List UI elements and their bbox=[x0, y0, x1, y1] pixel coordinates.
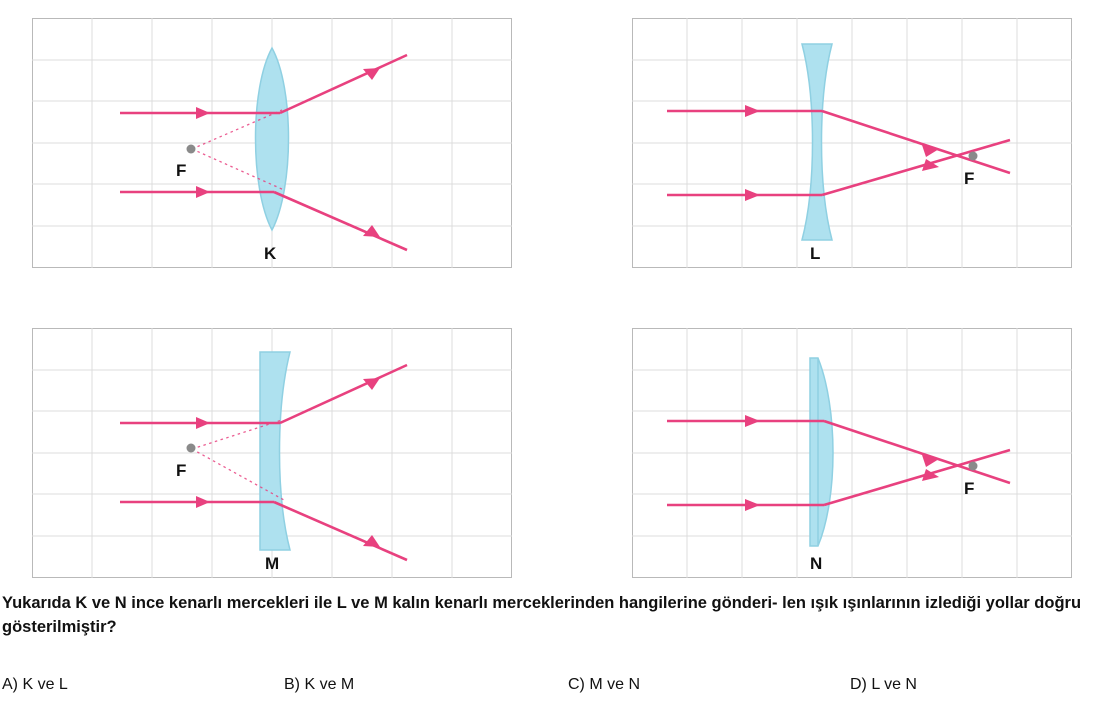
option-a[interactable]: A) K ve L bbox=[2, 676, 68, 693]
diagram-lens-k bbox=[32, 18, 512, 273]
option-c[interactable]: C) M ve N bbox=[568, 676, 640, 693]
focal-point-n bbox=[969, 462, 978, 471]
focal-label-m: F bbox=[176, 461, 187, 480]
option-b[interactable]: B) K ve M bbox=[284, 676, 355, 693]
diagram-lens-l bbox=[632, 18, 1072, 273]
question-line-2: len ışık ışınlarının izlediği yollar doğru gösterilmiştir? bbox=[2, 594, 1082, 636]
focal-label-k: F bbox=[176, 161, 187, 180]
lens-label-n: N bbox=[810, 554, 823, 573]
option-d[interactable]: D) L ve N bbox=[850, 676, 917, 693]
answer-options bbox=[2, 676, 1102, 706]
lens-label-l: L bbox=[810, 244, 821, 263]
question-prompt bbox=[2, 592, 1102, 640]
focal-point-k bbox=[187, 145, 196, 154]
focal-point-l bbox=[969, 152, 978, 161]
diagram-lens-m bbox=[32, 328, 512, 583]
focal-label-l: F bbox=[964, 169, 975, 188]
focal-point-m bbox=[187, 444, 196, 453]
grid-lines bbox=[632, 18, 1072, 268]
lens-label-m: M bbox=[265, 554, 280, 573]
diagram-lens-n bbox=[632, 328, 1072, 583]
focal-label-n: F bbox=[964, 479, 975, 498]
question-line-1: Yukarıda K ve N ince kenarlı mercekleri ile L ve M kalın kenarlı merceklerinden hangilerine gönderi- bbox=[2, 594, 778, 612]
lens-label-k: K bbox=[264, 244, 277, 263]
grid-lines bbox=[632, 328, 1072, 578]
